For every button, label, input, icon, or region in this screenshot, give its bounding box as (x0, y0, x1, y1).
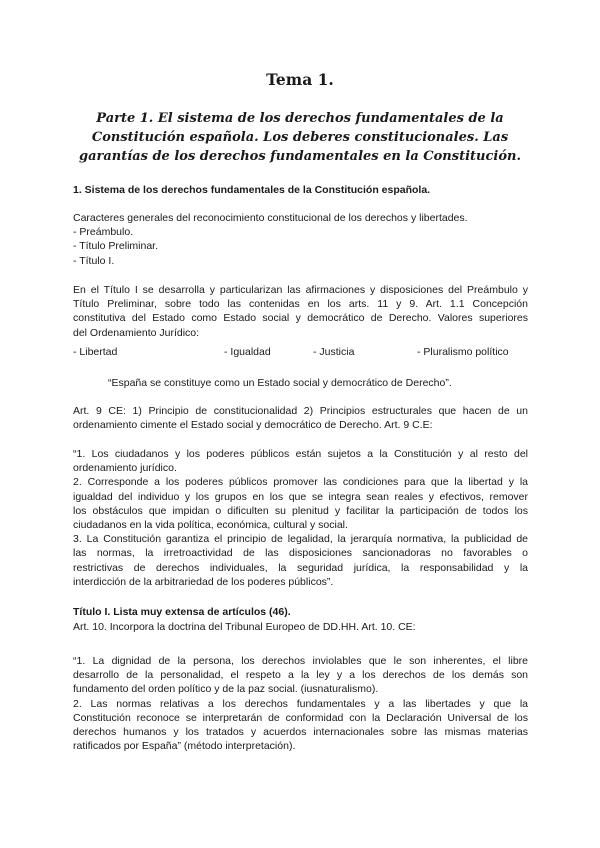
subtitle-line: Constitución española. Los deberes constitucionales. Las (91, 130, 509, 145)
value-item: - Pluralismo político (417, 346, 509, 358)
subtitle-line: Parte 1. El sistema de los derechos fundamentales de la (96, 111, 504, 126)
intro-line: Caracteres generales del reconocimiento constitucional de los derechos y libertades. (73, 212, 468, 224)
intro-block (73, 211, 528, 268)
paragraph-line: “1. La dignidad de la persona, los derechos inviolables que le son inherentes, el libre (73, 655, 528, 667)
art9-text (73, 447, 528, 589)
paragraph-line: En el Título I se desarrolla y particularizan las afirmaciones y disposiciones del Preámbulo y (73, 284, 528, 296)
list-item: - Título I. (73, 254, 115, 267)
paragraph-line: igualdad del individuo y los grupos en los que se integra sean reales y efectivos, remover (73, 490, 528, 503)
paragraph-line: ordenamiento jurídico. (73, 462, 177, 475)
paragraph-line: 2. Corresponde a los poderes públicos promover las condiciones para que la libertad y la (73, 476, 528, 489)
paragraph-line: restrictivas de derechos individuales, la seguridad jurídica, la responsabilidad y la (73, 561, 528, 574)
paragraph-line: Constitución reconoce se interpretarán de conformidad con la Declaración Universal de los (73, 711, 528, 724)
paragraph-line: ciudadanos en la vida política, económica, cultural y social. (73, 519, 348, 532)
paragraph-titulo-i (73, 283, 528, 340)
paragraph-line: interdicción de la arbitrariedad de los poderes públicos”. (73, 575, 334, 588)
section-heading: 1. Sistema de los derechos fundamentales de la Constitución española. (73, 184, 431, 196)
paragraph-line: ratificados por España” (método interpretación). (73, 740, 296, 753)
titulo-i-heading: Título I. Lista muy extensa de artículos (46). (73, 606, 291, 618)
subtitle (72, 109, 528, 166)
paragraph-line: derechos humanos y los tratados y acuerdos internacionales sobre las mismas materias (73, 726, 528, 739)
list-item: - Título Preliminar. (73, 240, 158, 253)
values-row (73, 346, 528, 360)
art10-intro: Art. 10. Incorpora la doctrina del Tribunal Europeo de DD.HH. Art. 10. CE: (73, 621, 416, 633)
paragraph-line: las normas, la irretroactividad de las disposiciones sancionadoras no favorables o (73, 547, 528, 560)
art10-text (73, 654, 528, 753)
paragraph-art9 (73, 404, 528, 432)
paragraph-line: fundamento del orden político y de la paz social. (iusnaturalismo). (73, 683, 379, 696)
paragraph-line: desarrollo de la personalidad, el respeto a la ley y a los derechos de los demás son (73, 669, 528, 682)
paragraph-line: Art. 9 CE: 1) Principio de constitucionalidad 2) Principios estructurales que hacen de un (73, 405, 528, 417)
paragraph-line: Título Preliminar, sobre todo las contenidas en los arts. 11 y 9. Art. 1.1 Concepción (73, 298, 528, 311)
paragraph-line: del Ordenamiento Jurídico: (73, 326, 200, 339)
paragraph-line: 3. La Constitución garantiza el principio de legalidad, la jerarquía normativa, la publicidad de (73, 533, 528, 546)
page-title: Tema 1. (266, 70, 334, 89)
paragraph-line: los obstáculos que impidan o dificulten su plenitud y facilitar la participación de todos los (73, 504, 528, 517)
value-item: - Libertad (73, 346, 118, 358)
paragraph-line: “1. Los ciudadanos y los poderes públicos están sujetos a la Constitución y al resto del (73, 448, 528, 460)
value-item: - Justicia (313, 346, 355, 358)
quote: “España se constituye como un Estado social y democrático de Derecho”. (108, 377, 452, 389)
subtitle-line: garantías de los derechos fundamentales en la Constitución. (79, 149, 521, 164)
paragraph-line: constitutiva del Estado como Estado social y democrático de Derecho. Valores superiores (73, 312, 528, 325)
value-item: - Igualdad (224, 346, 271, 358)
paragraph-line: 2. Las normas relativas a los derechos fundamentales y a las libertades y que la (73, 697, 528, 710)
list-item: - Preámbulo. (73, 226, 134, 239)
paragraph-line: ordenamiento cimente el Estado social y democrático de Derecho. Art. 9 C.E: (73, 419, 433, 432)
